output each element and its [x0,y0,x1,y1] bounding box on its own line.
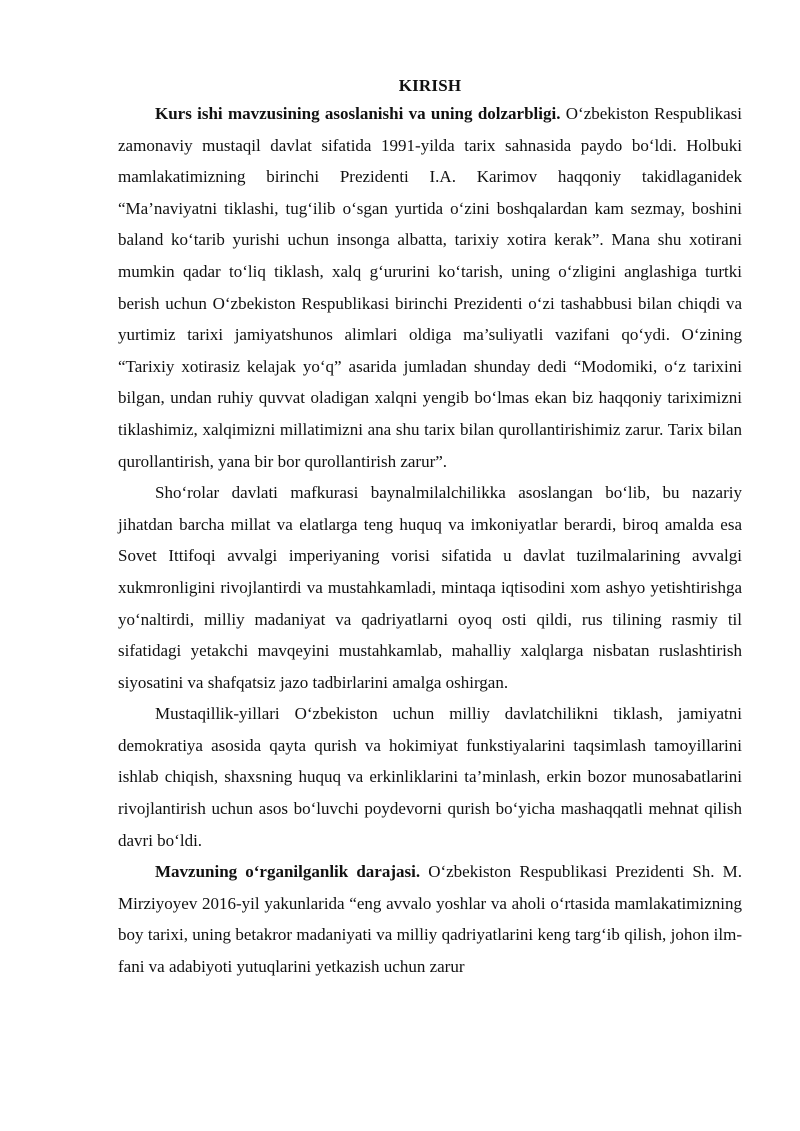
paragraph-study-level [118,856,742,982]
paragraph-relevance [118,98,742,477]
paragraph-text: O‘zbekiston Respublikasi Prezidenti Sh. M. Mirziyoyev 2016-yil yakunlarida “eng avvalo yoshlar va aholi o‘rtasida mamlakatimizning boy tarixi, uning betakror madaniyati va milliy qadriyatlarini keng targ‘ib qilish, johon ilm-fani va adabiyoti yutuqlarini yetkazish uchun zarur [118,862,742,977]
document-page [118,74,742,983]
paragraph-text: Sho‘rolar davlati mafkurasi baynalmilalchilikka asoslangan bo‘lib, bu nazariy jihatdan barcha millat va elatlarga teng huquq va imkoniyatlar berardi, biroq amalda esa Sovet Ittifoqi avvalgi imperiyaning vorisi sifatida u davlat tuzilmalarining avvalgi xukmronligini rivojlantirdi va mustahkamladi, mintaqa iqtisodini xom ashyo yetishtirishga yo‘naltirdi, milliy madaniyat va qadriyatlarni oyoq osti qildi, rus tilining rasmiy til sifatidagi yetakchi mavqeyini mustahkamlab, mahalliy xalqlarga nisbatan ruslashtirish siyosatini va shafqatsiz jazo tadbirlarini amalga oshirgan. [118,483,742,692]
paragraph-lead-bold: Mavzuning o‘rganilganlik darajasi. [155,862,421,882]
paragraph-independence-years [118,698,742,856]
section-heading: KIRISH [398,76,462,95]
paragraph-lead-bold: Kurs ishi mavzusining asoslanishi va uning dolzarbligi. [155,104,561,123]
paragraph-text: O‘zbekiston Respublikasi zamonaviy mustaqil davlat sifatida 1991-yilda tarix sahnasida paydo bo‘ldi. Holbuki mamlakatimizning birinchi Prezidenti I.A. Karimov haqqoniy takidlaganidek “Ma’naviyatni tiklashi, tug‘ilib o‘sgan yurtida o‘zini boshqalardan kam sezmay, boshini baland ko‘tarib yurishi uchun insonga albatta, tarixiy xotira kerak”. Mana shu xotirani mumkin qadar to‘liq tiklash, xalq g‘ururini ko‘tarish, uning o‘zligini anglashiga turtki berish uchun O‘zbekiston Respublikasi birinchi Prezidenti o‘zi tashabbusi bilan chiqdi va yurtimiz tarixi jamiyatshunos alimlari oldiga ma’suliyatli vazifani qo‘ydi. O‘zining “Tarixiy xotirasiz kelajak yo‘q” asarida jumladan shunday dedi “Modomiki, o‘z tarixini bilgan, undan ruhiy quvvat oladigan xalqni yengib bo‘lmas ekan biz haqqoniy tariximizni tiklashimiz, xalqimizni millatimizni ana shu tarix bilan qurollantirishimiz zarur. Tarix bilan qurollantirish, yana bir bor qurollantirish zarur”. [118,104,742,471]
paragraph-text: Mustaqillik-yillari O‘zbekiston uchun milliy davlatchilikni tiklash, jamiyatni demokratiya asosida qayta qurish va hokimiyat funkstiyalarini taqsimlash tamoyillarini ishlab chiqish, shaxsning huquq va erkinliklarini ta’minlash, erkin bozor munosabatlarini rivojlantirish uchun asos bo‘luvchi poydevorni qurish bo‘yicha mashaqqatli mehnat qilish davri bo‘ldi. [118,704,742,850]
paragraph-soviet-ideology [118,477,742,698]
